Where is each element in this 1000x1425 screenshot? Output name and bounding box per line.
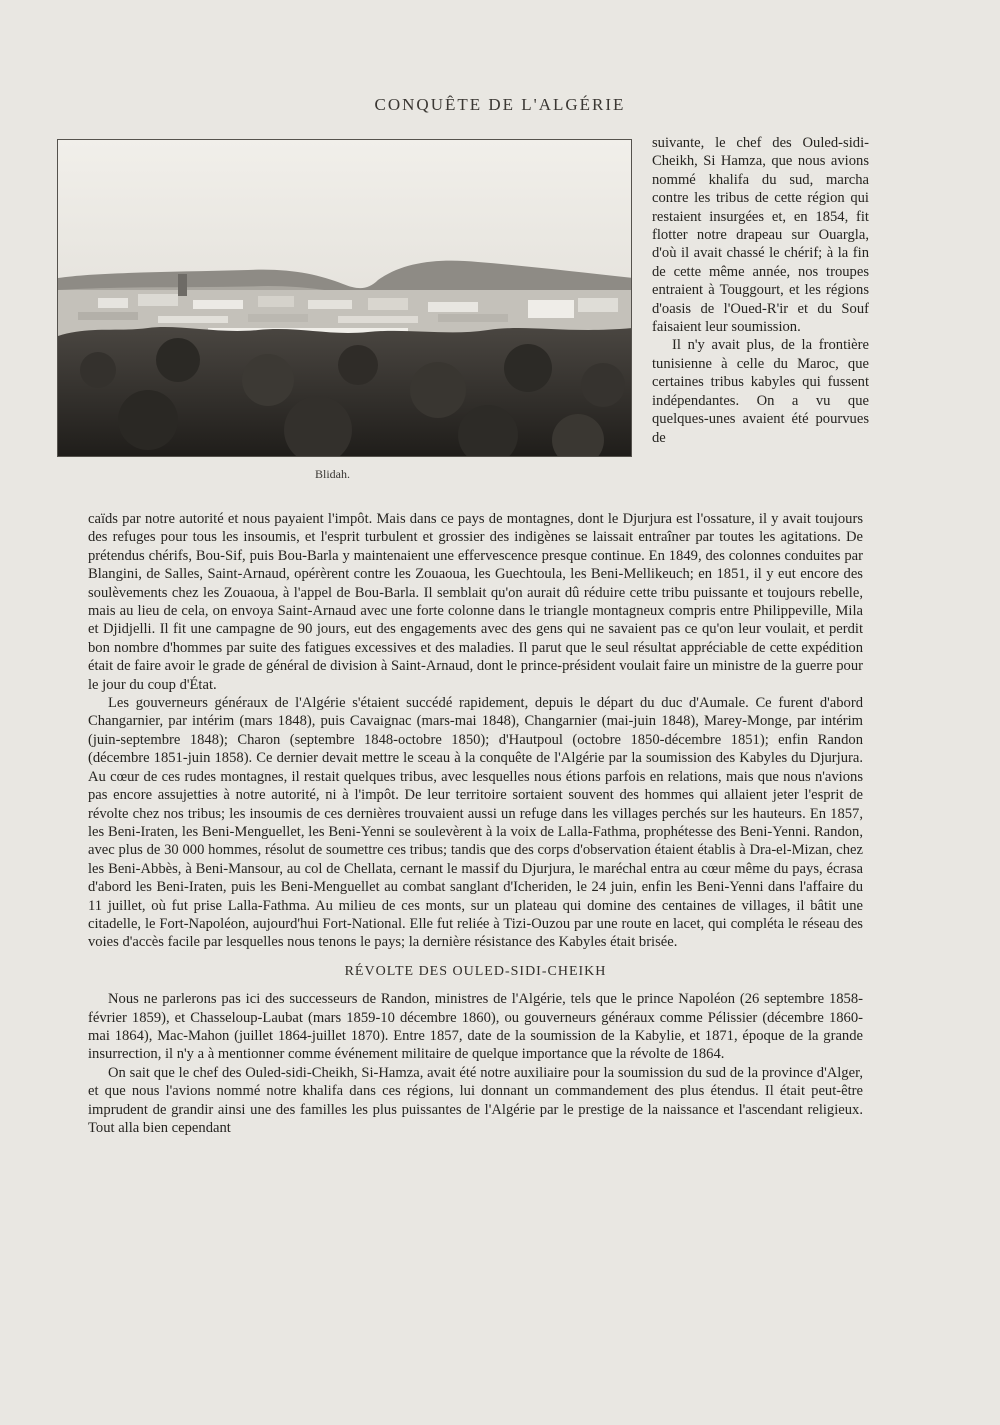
section-heading: RÉVOLTE DES OULED-SIDI-CHEIKH [344, 963, 607, 979]
side-paragraph: Il n'y avait plus, de la frontière tunisienne à celle du Maroc, que certaines tribus kabyles qui fussent indépendantes. On a vu que quelques-unes avaient été pourvues de [652, 337, 869, 446]
side-paragraph: suivante, le chef des Ouled-sidi-Cheikh, Si Hamza, que nous avions nommé khalifa du sud, marcha contre les tribus de cette région qui restaient insurgées et, en 1854, fit flotter notre drapeau sur Ouargla, d'où il avait chassé le chérif; à la fin de cette même année, nos troupes entraient à Touggourt, et les régions d'oasis de l'Oued-R'ir et du Souf faisaient leur soumission. [652, 135, 869, 336]
photo-caption: Blidah. [315, 467, 350, 481]
body-paragraph: On sait que le chef des Ouled-sidi-Cheikh, Si-Hamza, avait été notre auxiliaire pour la soumission du sud de la province d'Alger, et que nous l'avions nommé notre khalifa dans ces régions, lui donnant un commandement des plus étendus. Il était peut-être imprudent de grandir ainsi une des familles les plus puissantes de l'Algérie par le prestige de la naissance et l'ascendant religieux. Tout alla bien cependant [88, 1064, 863, 1136]
side-column [652, 134, 869, 447]
body-text [88, 510, 863, 1137]
running-title: CONQUÊTE DE L'ALGÉRIE [374, 95, 626, 114]
body-paragraph: Nous ne parlerons pas ici des successeurs de Randon, ministres de l'Algérie, tels que le prince Napoléon (26 septembre 1858-février 1859), et Chasseloup-Laubat (mars 1859-10 décembre 1860), ou gouverneurs généraux comme Pélissier (décembre 1860-mai 1864), Mac-Mahon (juillet 1864-juillet 1870). Entre 1857, date de la soumission de la Kabylie, et 1871, époque de la grande insurrection, il n'y a à mentionner comme événement militaire de quelque importance que la révolte de 1864. [88, 991, 863, 1063]
body-paragraph: Les gouverneurs généraux de l'Algérie s'étaient succédé rapidement, depuis le départ du duc d'Aumale. Ce furent d'abord Changarnier, par intérim (mars 1848), puis Cavaignac (mars-mai 1848), Changarnier (mai-juin 1848), Marey-Monge, par intérim (juin-septembre 1848); Charon (septembre 1848-octobre 1850); d'Hautpoul (octobre 1850-décembre 1851); enfin Randon (décembre 1851-juin 1858). Ce dernier devait mettre le sceau à la conquête de l'Algérie par la soumission des Kabyles du Djurjura. Au cœur de ces rudes montagnes, il restait quelques tribus, avec lesquelles nous étions parfois en relations, mais que nous n'avions pas encore assujetties à notre autorité, ni à l'impôt. De leur territoire sortaient souvent des hommes qui allaient jeter l'esprit de révolte chez nos tribus; les insoumis de ces dernières trouvaient aussi un refuge dans les villages perchés sur les hauteurs. En 1857, les Beni-Iraten, les Beni-Menguellet, les Beni-Yenni se soulevèrent à la voix de Lalla-Fathma, prophétesse des Beni-Yenni. Randon, avec plus de 30 000 hommes, résolut de soumettre ces tribus; tandis que des corps d'observation étaient établis à Dra-el-Mizan, chez les Beni-Abbès, à Beni-Mansour, au col de Chellata, cernant le massif du Djurjura, le maréchal entra au cœur même du pays, écrasa d'abord les Beni-Iraten, puis les Beni-Menguellet au combat sanglant d'Icheriden, le 24 juin, enfin les Beni-Yenni dans l'affaire du 11 juillet, où fut prise Lalla-Fathma. Au milieu de ces monts, sur un plateau qui domine des centaines de villages, il bâtit une citadelle, le Fort-Napoléon, aujourd'hui Fort-National. Elle fut reliée à Tizi-Ouzou par une route en lacet, qui compléta le réseau des voies d'accès facile par lesquelles nous tenons le pays; la dernière résistance des Kabyles était brisée. [88, 695, 863, 951]
blidah-photograph [57, 139, 632, 457]
body-paragraph: caïds par notre autorité et nous payaient l'impôt. Mais dans ce pays de montagnes, dont le Djurjura est l'ossature, il y avait toujours des refuges pour tous les insoumis, et l'esprit turbulent et grossier des indigènes se laissait entraîner par toutes les agitations. De prétendus chérifs, Bou-Sif, puis Bou-Barla y maintenaient une effervescence presque continue. En 1849, des colonnes conduites par Blangini, de Salles, Saint-Arnaud, opérèrent contre les Zouaoua, les Guechtoula, les Beni-Mellikeuch; en 1851, il y eut encore des soulèvements chez les Zouaoua, à l'appel de Bou-Barla. Il semblait qu'on aurait dû réduire cette tribu puissante et toujours rebelle, mais au lieu de cela, on envoya Saint-Arnaud avec une forte colonne dans le triangle montagneux compris entre Philippeville, Mila et Djidjelli. Il fit une campagne de 90 jours, eut des engagements avec des gens qui ne savaient pas ce qu'on leur voulait, et perdit bon nombre d'hommes par suite des fatigues excessives et des maladies. Il parut que le seul résultat appréciable de cette expédition était de faire avoir le grade de général de division à Saint-Arnaud, dont le prince-président voulait faire un ministre de la guerre pour le jour du coup d'État. [88, 511, 863, 693]
